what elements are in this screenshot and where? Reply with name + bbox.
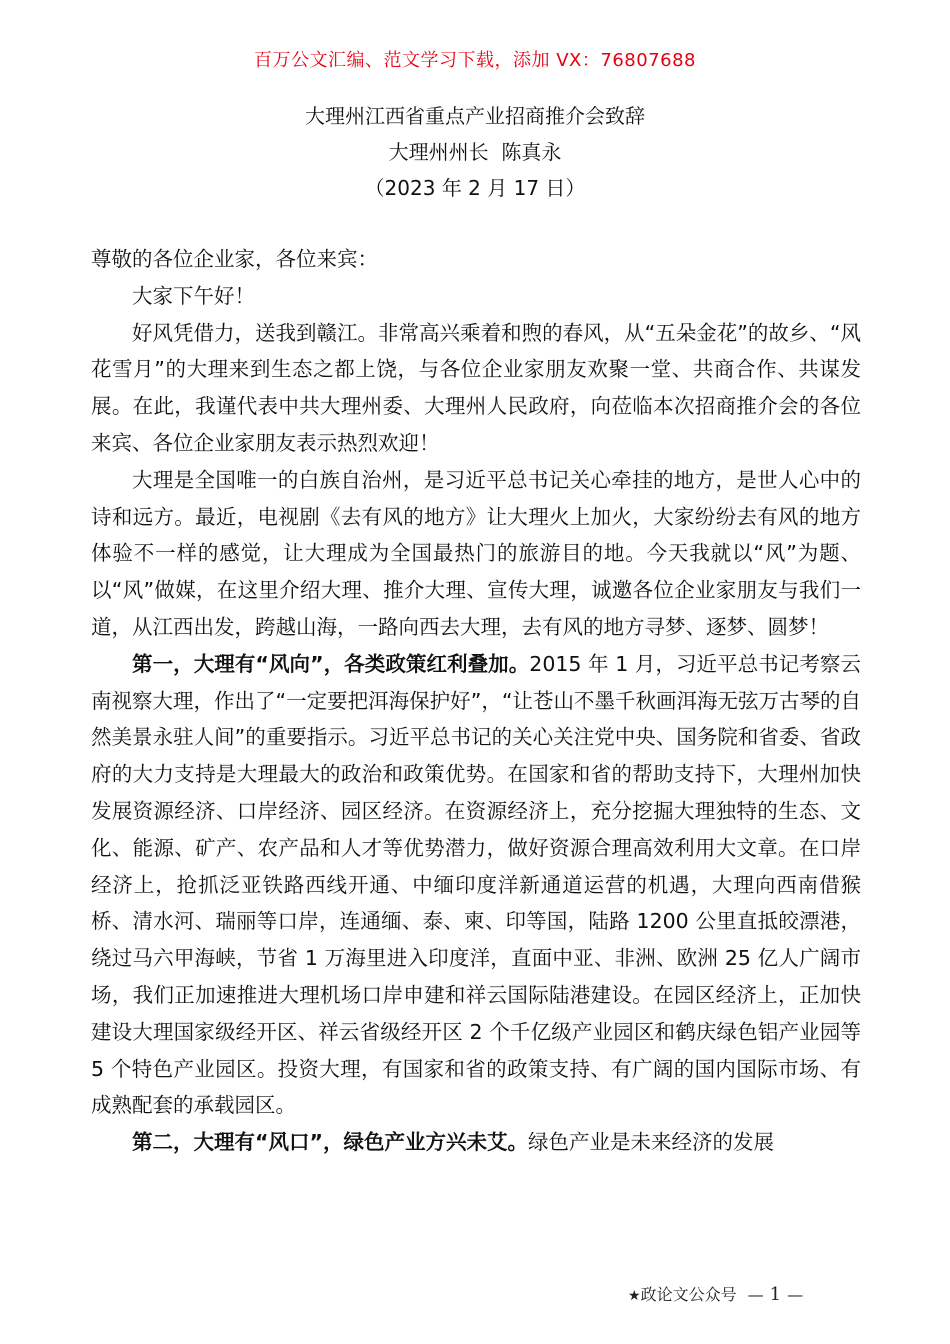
greeting: 大家下午好！ bbox=[132, 283, 255, 308]
speech-date: （2023 年 2 月 17 日） bbox=[364, 176, 586, 200]
salutation: 尊敬的各位企业家，各位来宾： bbox=[91, 247, 378, 271]
footer-dash-right: — bbox=[787, 1285, 804, 1304]
paragraph-dali-intro: 大理是全国唯一的白族自治州，是习近平总书记关心牵挂的地方，是世人心中的诗和远方。最近，电视剧《去有风的地方》让大理火上加火，大家纷纷去有风的地方体验不一样的感觉，让大理成为全国最热门的旅游目的地。今天我就以“风”为题、以“风”做媒，在这里介绍大理、推介大理、宣传大理，诚邀各位企业家朋友与我们一道，从江西出发，跨越山海，一路向西去大理，去有风的地方寻梦、逐梦、圆梦！ bbox=[91, 467, 861, 639]
paragraph-first-point bbox=[91, 646, 861, 1124]
footer-source: 政论文公众号 bbox=[640, 1285, 737, 1304]
first-point-heading: 第一，大理有“风向”，各类政策红利叠加。 bbox=[132, 651, 530, 676]
first-point-text: 2015 年 1 月，习近平总书记考察云南视察大理，作出了“一定要把洱海保护好”，“让苍山不墨千秋画洱海无弦万古琴的自然美景永驻人间”的重要指示。习近平总书记的关心关注党中央、国务院和省委、省政府的大力支持是大理最大的政治和政策优势。在国家和省的帮助支持下，大理州加快发展资源经济、口岸经济、园区经济。在资源经济上，充分挖掘大理独特的生态、文化、能源、矿产、农产品和人才等优势潜力，做好资源合理高效利用大文章。在口岸经济上，抢抓泛亚铁路西线开通、中缅印度洋新通道运营的机遇，大理向西南借猴桥、清水河、瑞丽等口岸，连通缅、泰、柬、印等国，陆路 1200 公里直抵皎漂港，绕过马六甲海峡，节省 1 万海里进入印度洋，直面中亚、非洲、欧洲 25 亿人广阔市场，我们正加速推进大理机场口岸申建和祥云国际陆港建设。在园区经济上，正加快建设大理国家级经开区、祥云省级经开区 2 个千亿级产业园区和鹤庆绿色铝产业园等 5 个特色产业园区。投资大理，有国家和省的政策支持、有广阔的国内国际市场、有成熟配套的承载园区。 bbox=[91, 651, 861, 1118]
star-icon: ★ bbox=[628, 1288, 641, 1304]
footer-dash-left: — bbox=[747, 1285, 764, 1304]
document-title: 大理州江西省重点产业招商推介会致辞 bbox=[305, 104, 645, 128]
paragraph-intro: 好风凭借力，送我到赣江。非常高兴乘着和煦的春风，从“五朵金花”的故乡、“风花雪月”的大理来到生态之都上饶，与各位企业家朋友欢聚一堂、共商合作、共谋发展。在此，我谨代表中共大理州委、大理州人民政府，向莅临本次招商推介会的各位来宾、各位企业家朋友表示热烈欢迎！ bbox=[91, 320, 861, 455]
second-point-heading: 第二，大理有“风口”，绿色产业方兴未艾。 bbox=[132, 1130, 528, 1155]
page-footer bbox=[628, 1282, 868, 1305]
speaker-line: 大理州州长 陈真永 bbox=[388, 140, 562, 164]
second-point-text: 绿色产业是未来经济的发展 bbox=[527, 1130, 774, 1155]
paragraph-second-point bbox=[91, 1124, 861, 1161]
title-block bbox=[0, 98, 950, 206]
page-number: 1 bbox=[769, 1284, 782, 1305]
speech-body bbox=[91, 241, 861, 1161]
header-banner: 百万公文汇编、范文学习下载，添加 VX：76807688 bbox=[254, 50, 696, 71]
